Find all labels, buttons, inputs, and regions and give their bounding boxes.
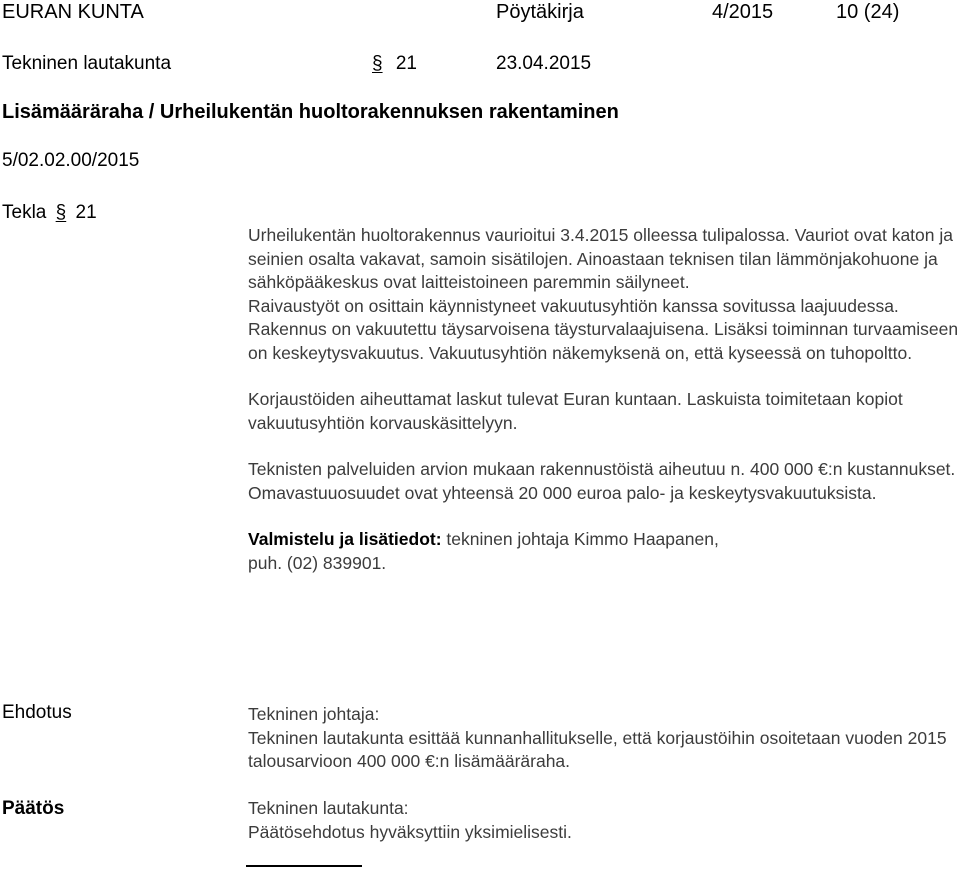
page-title: Lisämääräraha / Urheilukentän huoltorakennuksen rakentaminen — [2, 101, 619, 123]
preparation-label: Valmistelu ja lisätiedot: — [248, 529, 442, 549]
page-number: 10 (24) — [836, 1, 900, 23]
closing-rule — [246, 865, 362, 867]
meeting-date: 23.04.2015 — [496, 53, 592, 74]
tekla-section-sign: § — [55, 202, 67, 223]
preparation-contact: tekninen johtaja Kimmo Haapanen, — [441, 529, 719, 549]
body-paragraph-costs: Teknisten palveluiden arvion mukaan rakennustöistä aiheutuu n. 400 000 €:n kustannukset. Omavastuuosuudet ovat yhteensä 20 000 euroa palo- ja keskeytysvakuutuksista. — [248, 459, 956, 503]
body-paragraph-damage: Urheilukentän huoltorakennus vaurioitui 3.4.2015 olleessa tulipalossa. Vauriot ovat katon ja seinien osalta vakavat, samoin sisätilojen. Ainoastaan teknisen tilan lämmönjakohuone ja sähköpääkeskus ovat laitteistoineen paremmin säilyneet. — [248, 225, 953, 292]
decision-label: Päätös — [2, 798, 65, 819]
org-name: EURAN KUNTA — [2, 1, 144, 23]
proposal-by: Tekninen johtaja: — [248, 704, 380, 724]
section-number: 21 — [395, 53, 417, 74]
tekla-label: Tekla — [2, 202, 47, 223]
committee-name: Tekninen lautakunta — [2, 53, 172, 74]
section-sign: § — [372, 53, 383, 74]
preparation-phone: puh. (02) 839901. — [248, 552, 387, 573]
doc-type: Pöytäkirja — [496, 1, 584, 23]
body-paragraph-insurance: Rakennus on vakuutettu täysarvoisena täysturvalaajuisena. Lisäksi toiminnan turvaamiseen on keskeytysvakuutus. Vakuutusyhtiön näkemyksenä on, että kyseessä on tuhopoltto. — [248, 319, 959, 363]
diary-number: 5/02.02.00/2015 — [2, 150, 140, 171]
proposal-label: Ehdotus — [2, 702, 72, 723]
decision-block — [248, 797, 960, 844]
meeting-section — [372, 52, 417, 76]
body-paragraph-clearing: Raivaustyöt on osittain käynnistyneet vakuutusyhtiön kanssa sovitussa laajuudessa. — [248, 295, 899, 316]
tekla-reference — [2, 201, 97, 225]
body-paragraph-invoices: Korjaustöiden aiheuttamat laskut tulevat Euran kuntaan. Laskuista toimitetaan kopiot vakuutusyhtiön korvauskäsittelyyn. — [248, 389, 903, 433]
body-paragraphs — [248, 224, 960, 575]
preparation-info — [248, 528, 960, 552]
proposal-text: Tekninen lautakunta esittää kunnanhallitukselle, että korjaustöihin osoitetaan vuoden 2015 talousarvioon 400 000 €:n lisämääräraha. — [248, 727, 947, 771]
decision-by: Tekninen lautakunta: — [248, 798, 409, 818]
proposal-block — [248, 703, 960, 774]
tekla-number: 21 — [75, 202, 97, 223]
decision-text: Päätösehdotus hyväksyttiin yksimielisesti. — [248, 821, 572, 842]
doc-number: 4/2015 — [712, 1, 774, 23]
